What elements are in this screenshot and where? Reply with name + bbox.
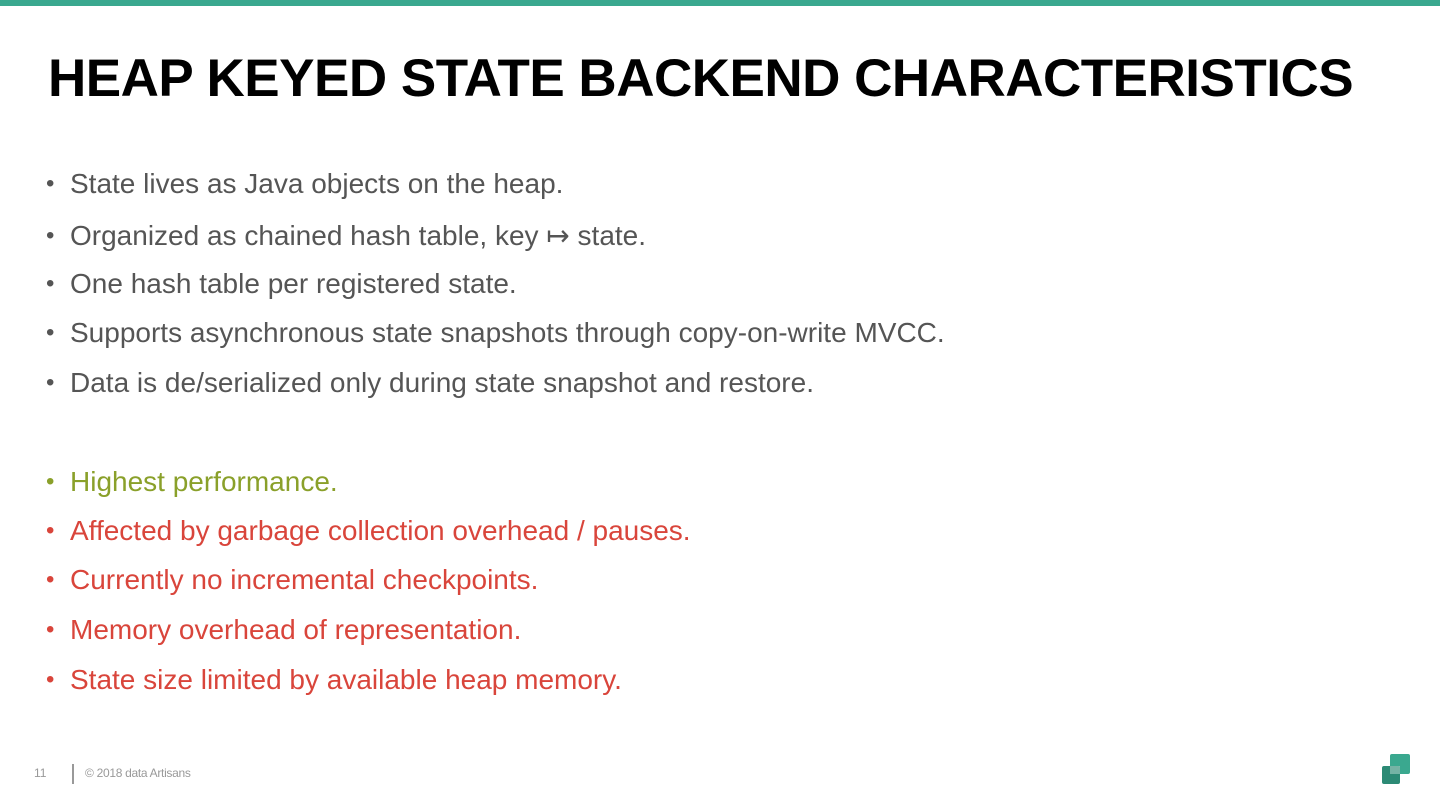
bullet-dot-icon: • [46, 616, 55, 643]
data-artisans-logo-icon [1378, 752, 1414, 788]
page-number: 11 [34, 766, 47, 780]
bullet-dot-icon: • [46, 517, 55, 544]
bullet-dot-icon: • [46, 170, 55, 197]
bullet-dot-icon: • [46, 270, 55, 297]
bullet-text: Supports asynchronous state snapshots through copy-on-write MVCC. [70, 317, 945, 348]
bullet-dot-icon: • [46, 369, 55, 396]
bullet-text: Currently no incremental checkpoints. [70, 564, 539, 595]
bullet-item [46, 167, 563, 201]
bullet-item [46, 316, 945, 350]
bullet-item [46, 267, 517, 301]
bullet-text: State size limited by available heap memory. [70, 664, 622, 695]
bullet-text: Highest performance. [70, 466, 338, 497]
bullet-text: Memory overhead of representation. [70, 614, 522, 645]
bullet-item-negative [46, 563, 538, 597]
bullet-text: Data is de/serialized only during state snapshot and restore. [70, 367, 814, 398]
copyright-text: © 2018 data Artisans [85, 766, 191, 780]
bullet-dot-icon: • [46, 468, 55, 495]
footer-divider [72, 764, 74, 784]
bullet-text: Organized as chained hash table, key ↦ state. [70, 220, 647, 251]
top-accent-bar [0, 0, 1440, 6]
bullet-item-positive [46, 465, 338, 499]
bullet-text: Affected by garbage collection overhead / pauses. [70, 515, 691, 546]
slide-title: HEAP KEYED STATE BACKEND CHARACTERISTICS [48, 49, 1354, 108]
bullet-item-negative [46, 613, 521, 647]
bullet-item-negative [46, 663, 622, 697]
bullet-item [46, 366, 814, 400]
bullet-dot-icon: • [46, 319, 55, 346]
bullet-item-negative [46, 514, 691, 548]
bullet-dot-icon: • [46, 566, 55, 593]
bullet-item [46, 219, 646, 253]
bullet-text: One hash table per registered state. [70, 268, 517, 299]
bullet-dot-icon: • [46, 666, 55, 693]
bullet-text: State lives as Java objects on the heap. [70, 168, 564, 199]
bullet-dot-icon: • [46, 222, 55, 249]
